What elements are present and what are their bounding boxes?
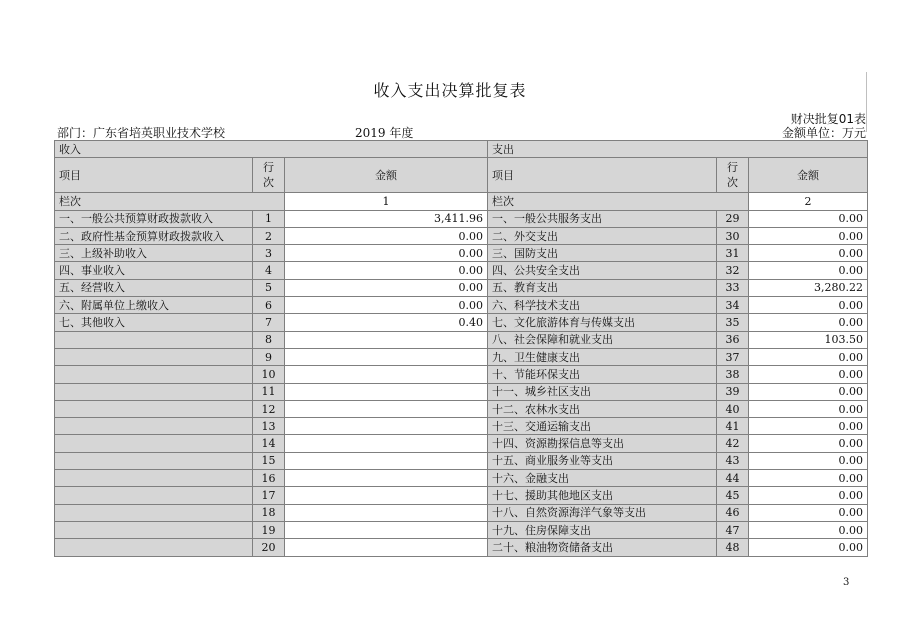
year-label: 2019 年度 — [355, 126, 414, 140]
column-header-row — [55, 158, 868, 193]
expense-item: 十一、城乡社区支出 — [488, 383, 717, 400]
expense-amount: 0.00 — [749, 452, 868, 469]
expense-item: 三、国防支出 — [488, 245, 717, 262]
expense-item: 十六、金融支出 — [488, 470, 717, 487]
expense-item: 七、文化旅游体育与传媒支出 — [488, 314, 717, 331]
income-line-no: 5 — [253, 279, 285, 296]
income-line-no: 15 — [253, 452, 285, 469]
unit-label: 金额单位：万元 — [781, 126, 866, 140]
income-line-no: 6 — [253, 297, 285, 314]
table-row — [55, 314, 868, 331]
income-line-no: 9 — [253, 348, 285, 365]
income-item: 四、事业收入 — [55, 262, 253, 279]
expense-amount-header: 金额 — [749, 158, 868, 193]
income-line-no: 8 — [253, 331, 285, 348]
income-amount: 0.00 — [285, 262, 488, 279]
expense-amount: 0.00 — [749, 210, 868, 227]
expense-item: 十四、资源勘探信息等支出 — [488, 435, 717, 452]
table-row — [55, 435, 868, 452]
income-item: 一、一般公共预算财政拨款收入 — [55, 210, 253, 227]
table-row — [55, 504, 868, 521]
income-line-no: 7 — [253, 314, 285, 331]
income-amount: 0.00 — [285, 279, 488, 296]
income-amount — [285, 400, 488, 417]
income-amount — [285, 348, 488, 365]
expense-amount: 0.00 — [749, 245, 868, 262]
expense-item: 九、卫生健康支出 — [488, 348, 717, 365]
income-amount — [285, 331, 488, 348]
expense-amount: 0.00 — [749, 400, 868, 417]
income-item — [55, 452, 253, 469]
expense-section-header: 支出 — [488, 141, 868, 158]
line-header-top: 行 — [727, 161, 739, 175]
expense-line-no: 43 — [717, 452, 749, 469]
income-amount — [285, 487, 488, 504]
income-item: 五、经营收入 — [55, 279, 253, 296]
column-index-row — [55, 193, 868, 210]
income-item: 三、上级补助收入 — [55, 245, 253, 262]
income-amount — [285, 383, 488, 400]
expense-line-no: 48 — [717, 539, 749, 556]
income-amount — [285, 470, 488, 487]
income-amount — [285, 452, 488, 469]
expense-line-no: 29 — [717, 210, 749, 227]
income-item — [55, 521, 253, 538]
income-item — [55, 366, 253, 383]
expense-item: 十、节能环保支出 — [488, 366, 717, 383]
expense-item: 十五、商业服务业等支出 — [488, 452, 717, 469]
income-amount — [285, 539, 488, 556]
income-amount — [285, 418, 488, 435]
expense-amount: 3,280.22 — [749, 279, 868, 296]
income-line-no: 11 — [253, 383, 285, 400]
expense-amount: 0.00 — [749, 435, 868, 452]
expense-amount: 0.00 — [749, 297, 868, 314]
table-row — [55, 487, 868, 504]
expense-amount: 0.00 — [749, 418, 868, 435]
expense-line-no: 42 — [717, 435, 749, 452]
table-row — [55, 262, 868, 279]
expense-item: 五、教育支出 — [488, 279, 717, 296]
table-row — [55, 210, 868, 227]
page-title: 收入支出决算批复表 — [373, 81, 527, 100]
table-row — [55, 400, 868, 417]
expense-item: 六、科学技术支出 — [488, 297, 717, 314]
budget-table — [54, 140, 868, 557]
income-amount: 0.00 — [285, 297, 488, 314]
expense-line-no: 41 — [717, 418, 749, 435]
income-item — [55, 418, 253, 435]
table-row — [55, 470, 868, 487]
expense-amount: 0.00 — [749, 470, 868, 487]
income-amount: 0.00 — [285, 227, 488, 244]
income-line-no: 18 — [253, 504, 285, 521]
expense-item: 一、一般公共服务支出 — [488, 210, 717, 227]
expense-amount: 0.00 — [749, 383, 868, 400]
income-line-no: 13 — [253, 418, 285, 435]
expense-item: 十八、自然资源海洋气象等支出 — [488, 504, 717, 521]
section-header-row — [55, 141, 868, 158]
income-item: 二、政府性基金预算财政拨款收入 — [55, 227, 253, 244]
expense-item: 十九、住房保障支出 — [488, 521, 717, 538]
expense-amount: 103.50 — [749, 331, 868, 348]
expense-amount: 0.00 — [749, 262, 868, 279]
expense-line-no: 39 — [717, 383, 749, 400]
expense-item: 十二、农林水支出 — [488, 400, 717, 417]
income-line-no: 2 — [253, 227, 285, 244]
expense-item: 十三、交通运输支出 — [488, 418, 717, 435]
income-amount: 3,411.96 — [285, 210, 488, 227]
expense-index-value: 2 — [749, 193, 868, 210]
income-line-no: 20 — [253, 539, 285, 556]
expense-line-no: 32 — [717, 262, 749, 279]
expense-line-no: 45 — [717, 487, 749, 504]
income-item — [55, 435, 253, 452]
income-amount — [285, 521, 488, 538]
expense-item: 八、社会保障和就业支出 — [488, 331, 717, 348]
income-line-no: 12 — [253, 400, 285, 417]
income-item — [55, 348, 253, 365]
income-amount — [285, 366, 488, 383]
income-item — [55, 487, 253, 504]
expense-index-label: 栏次 — [488, 193, 749, 210]
expense-line-no: 44 — [717, 470, 749, 487]
expense-amount: 0.00 — [749, 539, 868, 556]
income-line-no: 16 — [253, 470, 285, 487]
income-item: 七、其他收入 — [55, 314, 253, 331]
expense-line-no: 37 — [717, 348, 749, 365]
income-item-header: 项目 — [55, 158, 253, 193]
income-line-no: 17 — [253, 487, 285, 504]
expense-amount: 0.00 — [749, 487, 868, 504]
income-line-header — [253, 158, 285, 193]
table-row — [55, 331, 868, 348]
income-index-value: 1 — [285, 193, 488, 210]
income-amount-header: 金额 — [285, 158, 488, 193]
expense-amount: 0.00 — [749, 366, 868, 383]
income-item — [55, 539, 253, 556]
department-label: 部门：广东省培英职业技术学校 — [57, 126, 226, 140]
expense-item: 二、外交支出 — [488, 227, 717, 244]
expense-line-no: 35 — [717, 314, 749, 331]
income-line-no: 1 — [253, 210, 285, 227]
income-line-no: 14 — [253, 435, 285, 452]
expense-line-no: 46 — [717, 504, 749, 521]
table-row — [55, 297, 868, 314]
expense-line-no: 38 — [717, 366, 749, 383]
table-row — [55, 539, 868, 556]
expense-line-no: 36 — [717, 331, 749, 348]
income-item — [55, 331, 253, 348]
expense-amount: 0.00 — [749, 348, 868, 365]
income-amount: 0.40 — [285, 314, 488, 331]
table-row — [55, 366, 868, 383]
expense-line-no: 33 — [717, 279, 749, 296]
income-item: 六、附属单位上缴收入 — [55, 297, 253, 314]
line-header-top: 行 — [263, 161, 274, 175]
expense-line-header — [717, 158, 749, 193]
expense-amount: 0.00 — [749, 314, 868, 331]
table-row — [55, 521, 868, 538]
line-header-bottom: 次 — [727, 176, 739, 190]
income-line-no: 3 — [253, 245, 285, 262]
table-row — [55, 245, 868, 262]
table-row — [55, 227, 868, 244]
income-amount — [285, 435, 488, 452]
expense-item-header: 项目 — [488, 158, 717, 193]
expense-item: 二十、粮油物资储备支出 — [488, 539, 717, 556]
expense-line-no: 47 — [717, 521, 749, 538]
income-item — [55, 383, 253, 400]
page-number: 3 — [843, 577, 850, 588]
income-line-no: 4 — [253, 262, 285, 279]
income-section-header: 收入 — [55, 141, 488, 158]
income-item — [55, 400, 253, 417]
income-item — [55, 470, 253, 487]
income-line-no: 19 — [253, 521, 285, 538]
income-line-no: 10 — [253, 366, 285, 383]
table-row — [55, 279, 868, 296]
expense-line-no: 40 — [717, 400, 749, 417]
expense-amount: 0.00 — [749, 227, 868, 244]
expense-amount: 0.00 — [749, 504, 868, 521]
table-row — [55, 348, 868, 365]
expense-line-no: 31 — [717, 245, 749, 262]
expense-item: 十七、援助其他地区支出 — [488, 487, 717, 504]
expense-line-no: 30 — [717, 227, 749, 244]
line-header-bottom: 次 — [263, 176, 274, 190]
income-amount: 0.00 — [285, 245, 488, 262]
table-row — [55, 452, 868, 469]
expense-amount: 0.00 — [749, 521, 868, 538]
table-row — [55, 383, 868, 400]
income-index-label: 栏次 — [55, 193, 285, 210]
income-amount — [285, 504, 488, 521]
form-id: 财决批复01表 — [790, 112, 866, 126]
income-item — [55, 504, 253, 521]
expense-line-no: 34 — [717, 297, 749, 314]
table-row — [55, 418, 868, 435]
expense-item: 四、公共安全支出 — [488, 262, 717, 279]
